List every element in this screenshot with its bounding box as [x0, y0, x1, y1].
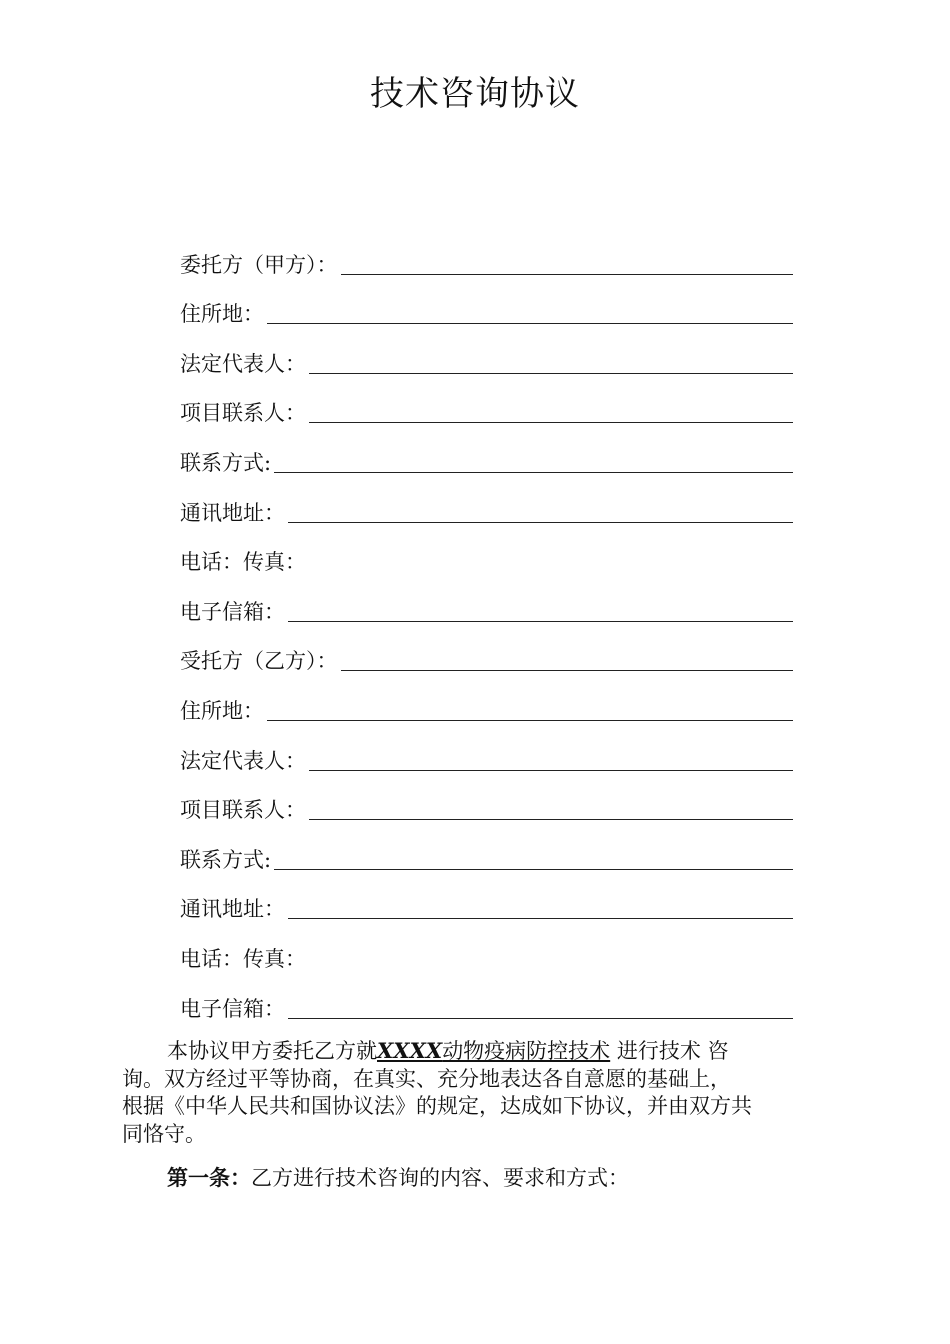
field-fill-line[interactable]	[288, 522, 793, 523]
field-row	[180, 583, 793, 633]
field-fill-line[interactable]	[267, 720, 793, 721]
article-1	[167, 1164, 629, 1192]
field-fill-line[interactable]	[309, 770, 793, 771]
field-label: 住所地：	[180, 302, 264, 327]
field-row	[180, 881, 793, 931]
field-fill-line[interactable]	[309, 373, 793, 374]
field-label: 法定代表人：	[180, 748, 306, 773]
field-label: 电子信箱：	[180, 599, 285, 624]
field-label: 联系方式:	[180, 450, 272, 475]
project-name: 动物疫病防控技术	[442, 1039, 611, 1063]
party-info-fields	[180, 236, 793, 1030]
field-row	[180, 434, 793, 484]
field-fill-line[interactable]	[267, 323, 793, 324]
field-label: 电话：传真：	[180, 550, 306, 575]
field-fill-line[interactable]	[274, 472, 793, 473]
field-row	[180, 484, 793, 534]
field-label: 通讯地址：	[180, 897, 285, 922]
intro-pre-text: 本协议甲方委托乙方就	[167, 1039, 377, 1063]
field-label: 通讯地址：	[180, 500, 285, 525]
field-row	[180, 732, 793, 782]
project-code: XXXX	[377, 1038, 443, 1063]
document-title: 技术咨询协议	[370, 74, 580, 114]
field-fill-line[interactable]	[288, 1018, 793, 1019]
field-fill-line[interactable]	[341, 274, 794, 275]
field-fill-line[interactable]	[309, 819, 793, 820]
field-label: 电子信箱：	[180, 996, 285, 1021]
intro-line-1	[122, 1037, 834, 1066]
intro-line-4: 同恪守。	[122, 1121, 206, 1146]
field-row	[180, 682, 793, 732]
field-row	[180, 633, 793, 683]
field-row	[180, 385, 793, 435]
field-row	[180, 980, 793, 1030]
article-1-heading: 第一条：	[167, 1165, 251, 1190]
field-label: 电话：传真：	[180, 946, 306, 971]
field-label: 项目联系人：	[180, 798, 306, 823]
intro-line-3: 根据《中华人民共和国协议法》的规定，达成如下协议，并由双方共	[122, 1094, 752, 1118]
agreement-intro-paragraph	[122, 1037, 834, 1148]
field-label: 住所地：	[180, 698, 264, 723]
field-row	[180, 534, 793, 584]
field-label: 委托方（甲方）：	[180, 252, 338, 277]
field-label: 项目联系人：	[180, 401, 306, 426]
field-row	[180, 930, 793, 980]
field-fill-line[interactable]	[341, 670, 794, 671]
field-fill-line[interactable]	[309, 422, 793, 423]
intro-line-2: 询。双方经过平等协商，在真实、充分地表达各自意愿的基础上，	[122, 1066, 731, 1091]
intro-line-1-tail: 进行技术 咨	[610, 1039, 729, 1063]
field-row	[180, 236, 793, 286]
field-fill-line[interactable]	[288, 918, 793, 919]
field-row	[180, 286, 793, 336]
field-label: 联系方式:	[180, 847, 272, 872]
field-fill-line[interactable]	[288, 621, 793, 622]
field-label: 受托方（乙方）：	[180, 649, 338, 674]
field-label: 法定代表人：	[180, 351, 306, 376]
field-fill-line[interactable]	[274, 869, 793, 870]
article-1-text: 乙方进行技术咨询的内容、要求和方式：	[251, 1166, 629, 1190]
field-row	[180, 782, 793, 832]
field-row	[180, 335, 793, 385]
field-row	[180, 831, 793, 881]
